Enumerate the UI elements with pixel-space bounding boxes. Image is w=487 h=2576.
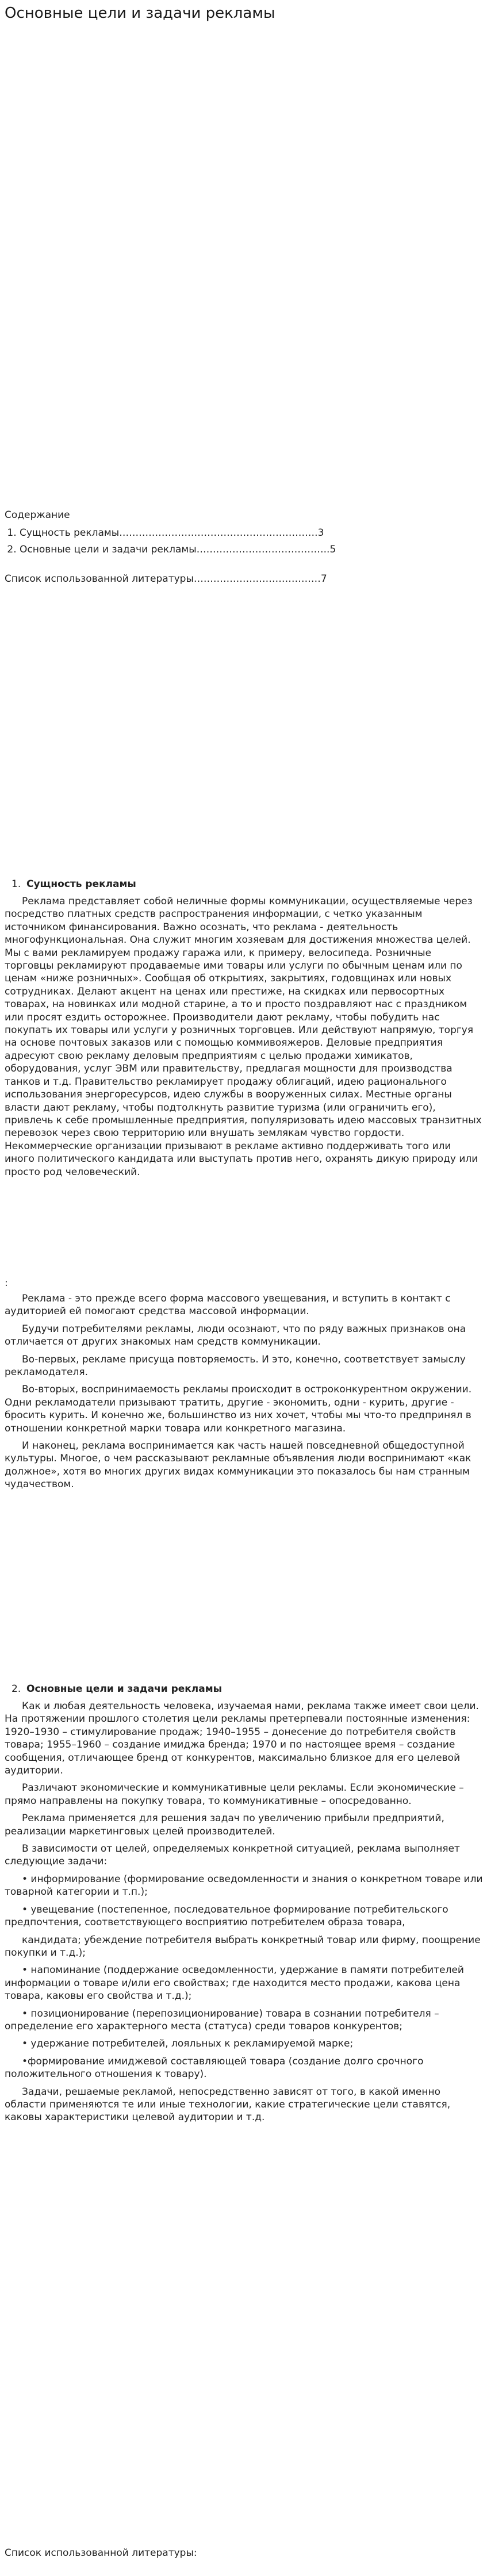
section-2-body: [5, 1700, 483, 2129]
table-of-contents: [11, 527, 336, 560]
list-item: • информирование (формирование осведомленности и знания о конкретном товаре или товарной категории и т.п.);: [5, 1873, 483, 1898]
document-title: Основные цели и задачи рекламы: [5, 5, 275, 22]
list-item: •формирование имиджевой составляющей товара (создание долго срочного положительного отношения к товару).: [5, 2055, 424, 2080]
paragraph: Реклама применяется для решения задач по увеличению прибыли предприятий, реализации маркетинговых целей производителей.: [5, 1813, 444, 1837]
paragraph: Различают экономические и коммуникативные цели рекламы. Если экономические – прямо направлены на покупку товара, то коммуникативные – опосредованно.: [5, 1782, 464, 1807]
section-2-number: 2.: [11, 1683, 21, 1695]
toc-item-essence[interactable]: 1. Сущность рекламы…………………………………………………….3: [20, 527, 336, 539]
paragraph: Реклама - это прежде всего форма массового увещевания, и вступить в контакт с аудиторией ей помогают средства массовой информации.: [5, 1293, 451, 1318]
paragraph: Будучи потребителями рекламы, люди осознают, что по ряду важных признаков она отличается от других знакомых нам средств коммуникации.: [5, 1323, 466, 1348]
toc-item-bibliography[interactable]: Список использованной литературы…………………………………7: [5, 573, 327, 585]
paragraph: И наконец, реклама воспринимается как часть нашей повседневной общедоступной культуры. Многое, о чем рассказывают рекламные объявления люди воспринимают «как должное», хотя во многих других видах коммуникации это показалось бы нам странным чудачеством.: [5, 1440, 471, 1491]
paragraph: Реклама представляет собой неличные формы коммуникации, осуществляемые через посредство платных средств распространения информации, с четко указанным источником финансирования. Важно осознать, что реклама - деятельность многофункциональная. Она служит многим хозяевам для достижения множества целей. Мы с вами рекламируем продажу гаража или, к примеру, велосипеда. Розничные торговцы рекламируют продаваемые ими товары или услуги по обычным ценам или по ценам «ниже розничных». Сообщая об открытиях, закрытиях, годовщинах или новых сотрудниках. Делают акцент на ценах или престиже, на скидках или первосортных товарах, на новинках или модной старине, а то и просто поздравляют нас с праздником или просят ездить осторожнее. Производители дают рекламу, чтобы побудить нас покупать их товары или услуги у розничных торговцев. Или действуют напрямую, торгуя на основе почтовых заказов или с помощью коммивояжеров. Деловые предприятия адресуют свою рекламу деловым предприятиям с целью продажи химикатов, оборудования, услуг ЭВМ или правительству, предлагая мощности для производства танков и т.д. Правительство рекламирует продажу облигаций, идею рационального использования энергоресурсов, идею службы в вооруженных силах. Местные органы власти дают рекламу, чтобы подтолкнуть развитие туризма (или ограничить его), привлечь к себе промышленные предприятия, популяризовать идею массовых транзитных перевозок через свою территорию или внушать землякам чувство гордости. Некоммерческие организации призывают в рекламе активно поддерживать того или иного политического кандидата или выступать против него, охранять дикую природу или просто род человеческий.: [5, 896, 482, 1178]
section-1-number: 1.: [11, 878, 21, 890]
stray-colon: :: [5, 1277, 8, 1289]
toc-item-goals[interactable]: 2. Основные цели и задачи рекламы…………………………………..5: [20, 544, 336, 556]
section-1-title: Сущность рекламы: [26, 878, 136, 890]
paragraph: В зависимости от целей, определяемых конкретной ситуацией, реклама выполняет следующие задачи:: [5, 1843, 460, 1868]
list-item: кандидата; убеждение потребителя выбрать конкретный товар или фирму, поощрение покупки и т.д.);: [5, 1934, 481, 1959]
paragraph: Как и любая деятельность человека, изучаемая нами, реклама также имеет свои цели. На протяжении прошлого столетия цели рекламы претерпевали постоянные изменения: 1920–1930 – стимулирование продаж; 1940–1955 – донесение до потребителя свойств товара; 1955–1960 – создание имиджа бренда; 1970 и по настоящее время – создание сообщения, отличающее бренд от конкурентов, максимально близкое для его целевой аудитории.: [5, 1700, 479, 1777]
paragraph: Во-первых, рекламе присуща повторяемость. И это, конечно, соответствует замыслу рекламодателя.: [5, 1353, 466, 1379]
list-item: • напоминание (поддержание осведомленности, удержание в памяти потребителей информации о товаре и/или его свойствах; где находится место продажи, какова цена товара, каковы его свойства и т.д.);: [5, 1964, 464, 2002]
paragraph: Задачи, решаемые рекламой, непосредственно зависят от того, в какой именно области применяются те или иные технологии, какие стратегические цели ставятся, каковы характеристики целевой аудитории и т.д.: [5, 2086, 451, 2124]
list-item: • увещевание (постепенное, последовательное формирование потребительского предпочтения, соответствующего восприятию потребителем образа товара,: [5, 1903, 448, 1929]
section-1-body-continued: [5, 1292, 483, 1496]
toc-heading: Содержание: [5, 509, 70, 521]
bibliography-heading: Список использованной литературы:: [5, 2547, 197, 2559]
section-1-body: [5, 895, 483, 1183]
list-item: • позиционирование (перепозиционирование) товара в сознании потребителя – определение его характерного места (статуса) среди товаров конкурентов;: [5, 2007, 439, 2032]
section-2-heading: [11, 1683, 222, 1695]
section-1-heading: [11, 878, 136, 890]
list-item: • удержание потребителей, лояльных к рекламируемой марке;: [22, 2038, 354, 2050]
section-2-title: Основные цели и задачи рекламы: [26, 1683, 222, 1695]
paragraph: Во-вторых, воспринимаемость рекламы происходит в остроконкурентном окружении. Одни рекламодатели призывают тратить, другие - экономить, одни - курить, другие - бросить курить. И конечно же, большинство из них хочет, чтобы мы что-то предпринял в отношении конкретной марки товара или конкретного магазина.: [5, 1384, 472, 1434]
